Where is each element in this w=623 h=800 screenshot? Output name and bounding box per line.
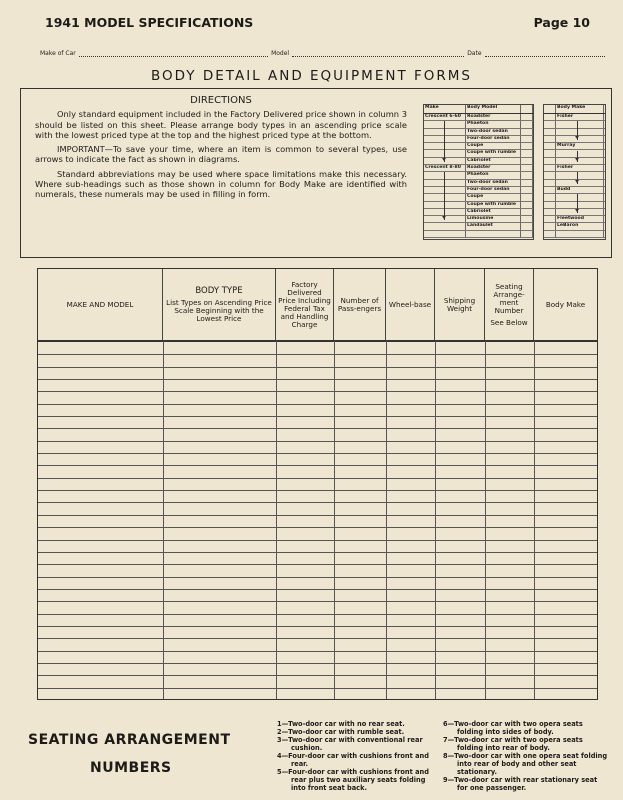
diagram-row: [424, 114, 533, 121]
diagram-body-make-cell: LeBaron: [556, 223, 604, 229]
directions-paragraph: Standard abbreviations may be used where space limitations make this necessary. Where sub-headings such as those shown in column for Body Make are identified with numerals, these numerals may be used in filling in form.: [35, 168, 407, 200]
diagram-blank-cell: [521, 172, 533, 178]
diagram-body-model-cell: Two-door sedan: [466, 180, 521, 186]
column-header: [386, 269, 435, 341]
diagram-blank-cell: [521, 150, 533, 156]
diagram-header-row: [544, 105, 605, 114]
column-header-text: List Types on Ascending Price Scale Beginning with the Lowest Price: [166, 298, 272, 323]
column-header: [38, 269, 163, 341]
diagram-row: [544, 187, 605, 194]
diagram-row: [544, 143, 605, 150]
table-row[interactable]: [38, 626, 597, 627]
table-header-divider: [38, 340, 597, 342]
table-row[interactable]: [38, 354, 597, 355]
arrow-down-icon: [577, 121, 578, 140]
table-row[interactable]: [38, 638, 597, 639]
diagram-body-model-cell: Coupe with rumble: [466, 202, 521, 208]
column-divider: [163, 341, 164, 699]
diagram-row: [544, 216, 605, 223]
seating-legend-col2: [443, 720, 608, 792]
page-header-title: 1941 MODEL SPECIFICATIONS: [45, 15, 254, 30]
diagram-body-model-cell: Landaulet: [466, 223, 521, 229]
diagram-make-cell: [424, 129, 466, 135]
table-row[interactable]: [38, 564, 597, 565]
diagram-body-make-cell: [556, 209, 604, 215]
diagram-make-cell: [424, 150, 466, 156]
model-field[interactable]: [292, 50, 464, 57]
seating-title-numbers: NUMBERS: [90, 760, 172, 776]
diagram-make-cell: [424, 172, 466, 178]
table-row[interactable]: [38, 441, 597, 442]
diagram-body-make-cell: [556, 129, 604, 135]
table-row[interactable]: [38, 490, 597, 491]
seating-legend-item: 2—Two-door car with rumble seat.: [277, 728, 405, 736]
column-header: [276, 269, 334, 341]
column-divider: [334, 341, 335, 699]
form-fill-line: [40, 50, 605, 57]
diagram-make-cell: [424, 202, 466, 208]
directions-paragraph: IMPORTANT—To save your time, where an item is common to several types, use arrows to indicate the fact as shown in diagrams.: [35, 144, 407, 165]
diagram-blank-cell: [544, 158, 556, 164]
table-row[interactable]: [38, 428, 597, 429]
diagram-body-make-cell: [556, 194, 604, 200]
arrow-down-icon: [577, 194, 578, 213]
diagram-row: [424, 121, 533, 128]
diagram-body-model-cell: Roadster: [466, 114, 521, 120]
page-number: Page 10: [533, 15, 590, 30]
seating-legend-item: 9—Two-door car with rear stationary seat for one passenger.: [443, 776, 598, 792]
diagram-row: [424, 172, 533, 179]
diagram-row: [544, 202, 605, 209]
diagram-row: [544, 114, 605, 121]
diagram-body-model-cell: [466, 231, 521, 237]
table-row[interactable]: [38, 589, 597, 590]
diagram-body-model-cell: Roadster: [466, 165, 521, 171]
diagram-header-cell: [521, 105, 533, 113]
diagram-body-model-cell: Phaeton: [466, 172, 521, 178]
diagram-blank-cell: [544, 187, 556, 193]
seating-legend-item: 1—Two-door car with no rear seat.: [277, 720, 405, 728]
column-header-text: Number of Pass-engers: [337, 296, 382, 313]
table-row[interactable]: [38, 367, 597, 368]
diagram-blank-cell: [544, 165, 556, 171]
diagram-blank-cell: [521, 114, 533, 120]
directions-text: [35, 96, 407, 204]
arrow-down-icon: [577, 172, 578, 184]
model-label: Model: [271, 50, 290, 57]
diagram-blank-cell: [544, 223, 556, 229]
diagram-body-model-cell: Limousine: [466, 216, 521, 222]
diagram-blank-cell: [544, 231, 556, 237]
diagram-blank-cell: [521, 158, 533, 164]
diagram-make-cell: [424, 209, 466, 215]
specification-table: [37, 268, 598, 700]
diagram-body-make-cell: [556, 158, 604, 164]
seating-legend-item: 3—Two-door car with conventional rear cushion.: [277, 736, 423, 752]
directions-paragraph: Only standard equipment included in the Factory Delivered price shown in column 3 should be listed on this sheet. Please arrange body types in an ascending price scale with the lowest priced type at the top and the highest priced type at the bottom.: [35, 109, 407, 140]
diagram-row: [544, 150, 605, 157]
diagram-body-model-cell: Coupe: [466, 194, 521, 200]
diagram-blank-cell: [544, 172, 556, 178]
table-row[interactable]: [38, 465, 597, 466]
seating-legend-item: 5—Four-door car with cushions front and rear plus two auxiliary seats folding into front seat back.: [277, 768, 429, 792]
diagram-blank-cell: [521, 121, 533, 127]
diagram-blank-cell: [521, 209, 533, 215]
table-row[interactable]: [38, 614, 597, 615]
make-label: Make of Car: [40, 50, 76, 57]
diagram-body-model-cell: Coupe: [466, 143, 521, 149]
diagram-row: [424, 231, 533, 238]
diagram-row: [424, 150, 533, 157]
diagram-blank-cell: [544, 129, 556, 135]
diagram-row: [424, 194, 533, 201]
diagram-body-make-cell: [556, 180, 604, 186]
diagram-blank-cell: [521, 223, 533, 229]
table-row[interactable]: [38, 540, 597, 541]
diagram-blank-cell: [521, 194, 533, 200]
column-header: [485, 269, 534, 341]
diagram-blank-cell: [521, 202, 533, 208]
diagram-blank-cell: [521, 180, 533, 186]
diagram-blank-cell: [544, 150, 556, 156]
diagram-row: [544, 223, 605, 230]
diagram-row: [424, 143, 533, 150]
diagram-row: [544, 121, 605, 128]
diagram-blank-cell: [521, 165, 533, 171]
column-header-text: Seating Arrange-ment Number: [493, 282, 525, 315]
diagram-blank-cell: [544, 136, 556, 142]
column-header: [435, 269, 485, 341]
diagram-body-model-cell: Cabriolet: [466, 209, 521, 215]
seating-legend-item: 6—Two-door car with two opera seats folding into sides of body.: [443, 720, 583, 736]
column-header: [534, 269, 597, 341]
diagram-blank-cell: [544, 194, 556, 200]
example-diagram-make-model: [423, 104, 534, 240]
diagram-blank-cell: [521, 136, 533, 142]
diagram-make-cell: Crescent 8-80: [424, 165, 466, 171]
column-header: [334, 269, 386, 341]
diagram-body-make-cell: Fisher: [556, 165, 604, 171]
diagram-row: [544, 231, 605, 238]
diagram-row: [424, 209, 533, 216]
diagram-blank-cell: [521, 216, 533, 222]
table-row[interactable]: [38, 675, 597, 676]
column-header-text: Body Make: [545, 300, 586, 309]
diagram-body-make-cell: [556, 172, 604, 178]
table-row[interactable]: [38, 601, 597, 602]
table-row[interactable]: [38, 404, 597, 405]
seating-legend-item: 7—Two-door car with two opera seats folding into rear of body.: [443, 736, 583, 752]
column-header-text: See Below: [490, 318, 528, 327]
table-row[interactable]: [38, 515, 597, 516]
column-divider: [534, 341, 535, 699]
diagram-blank-cell: [521, 129, 533, 135]
arrow-down-icon: [444, 172, 445, 220]
table-row[interactable]: [38, 651, 597, 652]
diagram-body-model-cell: Four-door sedan: [466, 136, 521, 142]
table-row[interactable]: [38, 478, 597, 479]
diagram-header-cell: Body Make: [556, 105, 604, 113]
diagram-header-cell: [544, 105, 556, 113]
diagram-body-make-cell: [556, 136, 604, 142]
diagram-make-cell: [424, 223, 466, 229]
diagram-row: [424, 180, 533, 187]
column-header-text: Wheel-base: [388, 300, 432, 309]
table-row[interactable]: [38, 552, 597, 553]
diagram-row: [424, 158, 533, 165]
diagram-make-cell: [424, 231, 466, 237]
diagram-make-cell: [424, 194, 466, 200]
diagram-blank-cell: [544, 180, 556, 186]
column-divider: [386, 341, 387, 699]
diagram-blank-cell: [521, 143, 533, 149]
table-row[interactable]: [38, 379, 597, 380]
seating-legend-col1: [277, 720, 442, 792]
diagram-blank-cell: [544, 143, 556, 149]
diagram-body-make-cell: [556, 150, 604, 156]
diagram-blank-cell: [544, 209, 556, 215]
seating-title: SEATING ARRANGEMENT: [28, 732, 231, 748]
diagram-row: [424, 129, 533, 136]
diagram-body-make-cell: Murray: [556, 143, 604, 149]
diagram-make-cell: [424, 136, 466, 142]
column-header: [163, 269, 276, 341]
diagram-body-make-cell: [556, 121, 604, 127]
diagram-make-cell: Crescent 6-60: [424, 114, 466, 120]
diagram-blank-cell: [521, 231, 533, 237]
diagram-body-model-cell: Cabriolet: [466, 158, 521, 164]
diagram-row: [544, 165, 605, 172]
table-row[interactable]: [38, 577, 597, 578]
diagram-body-model-cell: Phaeton: [466, 121, 521, 127]
diagram-body-model-cell: Four-door sedan: [466, 187, 521, 193]
diagram-header-cell: Make: [424, 105, 466, 113]
diagram-row: [424, 223, 533, 230]
diagram-row: [424, 136, 533, 143]
diagram-body-model-cell: Two-door sedan: [466, 129, 521, 135]
diagram-blank-cell: [544, 202, 556, 208]
diagram-header-cell: Body Model: [466, 105, 521, 113]
column-header-text: Factory Delivered Price Including Federal Tax and Handling Charge: [278, 280, 331, 329]
make-field[interactable]: [79, 50, 268, 57]
diagram-row: [544, 172, 605, 179]
diagram-blank-cell: [544, 121, 556, 127]
column-header-text: MAKE AND MODEL: [66, 300, 134, 309]
diagram-body-make-cell: [556, 231, 604, 237]
diagram-row: [424, 165, 533, 172]
table-row[interactable]: [38, 453, 597, 454]
diagram-row: [424, 216, 533, 223]
diagram-blank-cell: [544, 114, 556, 120]
table-row[interactable]: [38, 527, 597, 528]
form-title: BODY DETAIL AND EQUIPMENT FORMS: [151, 68, 472, 84]
diagram-row: [424, 202, 533, 209]
diagram-blank-cell: [521, 187, 533, 193]
table-row[interactable]: [38, 688, 597, 689]
diagram-header-row: [424, 105, 533, 114]
diagram-row: [424, 187, 533, 194]
directions-heading: DIRECTIONS: [190, 95, 252, 106]
table-row[interactable]: [38, 502, 597, 503]
table-row[interactable]: [38, 663, 597, 664]
column-divider: [485, 341, 486, 699]
column-divider: [435, 341, 436, 699]
diagram-body-make-cell: [556, 202, 604, 208]
diagram-body-model-cell: Coupe with rumble: [466, 150, 521, 156]
column-divider: [276, 341, 277, 699]
diagram-make-cell: [424, 143, 466, 149]
arrow-down-icon: [577, 151, 578, 163]
seating-legend-item: 8—Two-door car with one opera seat folding into rear of body and other seat stationary.: [443, 752, 608, 776]
arrow-down-icon: [444, 121, 445, 162]
diagram-row: [544, 194, 605, 201]
diagram-row: [544, 129, 605, 136]
diagram-make-cell: [424, 187, 466, 193]
date-field[interactable]: [485, 50, 605, 57]
diagram-make-cell: [424, 121, 466, 127]
diagram-body-make-cell: Fisher: [556, 114, 604, 120]
seating-legend-item: 4—Four-door car with cushions front and rear.: [277, 752, 429, 768]
column-header-text: BODY TYPE: [195, 286, 243, 296]
example-diagram-body-make: [543, 104, 606, 240]
table-row[interactable]: [38, 391, 597, 392]
diagram-blank-cell: [544, 216, 556, 222]
date-label: Date: [467, 50, 482, 57]
diagram-body-make-cell: Fleetwood: [556, 216, 604, 222]
table-row[interactable]: [38, 416, 597, 417]
diagram-body-make-cell: Budd: [556, 187, 604, 193]
column-header-text: Shipping Weight: [443, 296, 476, 313]
diagram-make-cell: [424, 180, 466, 186]
